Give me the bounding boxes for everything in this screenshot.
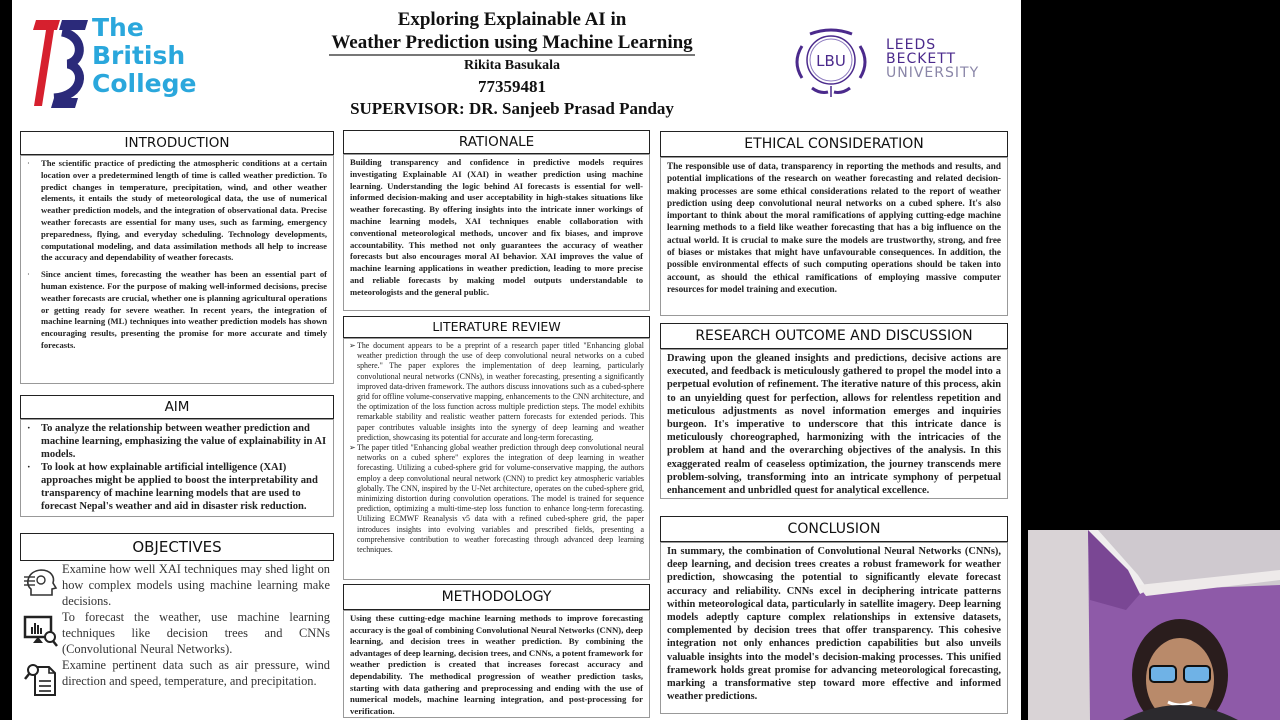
conclusion-heading: CONCLUSION	[660, 516, 1008, 542]
svg-text:LBU: LBU	[816, 52, 846, 70]
rose-emblem-icon	[790, 22, 872, 98]
poster-title-line2: Weather Prediction using Machine Learning	[329, 32, 694, 56]
presenter-video-frame	[1028, 530, 1280, 720]
logo-text-university: UNIVERSITY	[886, 65, 980, 81]
author-name: Rikita Basukala	[463, 58, 561, 73]
objectives-list	[20, 561, 330, 701]
literature-review-body	[343, 338, 650, 580]
introduction-bullet: · The scientific practice of predicting the atmospheric conditions at a certain location over a predetermined length of time is called weather prediction. To predict changes in temperature, precipitation, wind, and other weather elements, it entails the study of meteorological data, the use of numerical weather prediction models, and the integration of observational data. Precise weather forecasts are essential for many uses, such as farming, emergency preparedness, flying, and everyday scheduling. Technology developments, computational modeling, and data assimilation methods all help to increase the accuracy and dependability of weather forecasts.	[27, 158, 327, 263]
document-search-icon	[20, 657, 62, 701]
objective-text: Examine pertinent data such as air pressure, wind direction and speed, temperature, and precipitation.	[62, 658, 330, 688]
literature-review-bullet: ➢ The document appears to be a preprint of a research paper titled "Enhancing global weather prediction through the use of deep convolutional neural networks on a cubed sphere." The paper explores the implementation of deep learning, particularly convolutional neural networks (CNNs), in weather forecasting, presenting a significantly improved data-driven framework. The authors discuss innovations such as a cubed-sphere grid for offline volume-conservative mapping, enhancements to the CNN architecture, and the optimization of the loss function across multiple prediction steps. The model exhibits remarkable stability and realistic weather pattern forecasts for extended periods. This paper contributes valuable insights into the synergy of deep learning and weather prediction, showcasing its potential for accurate and long-term forecasting.	[349, 341, 644, 442]
poster-slide	[12, 0, 1021, 720]
logo-text-british: British	[92, 41, 186, 70]
research-outcome-body: Drawing upon the gleaned insights and predictions, decisive actions are executed, and feedback is meticulously gathered to propel the model into a perpetual evolution of refinement. The iterative nature of this process, akin to an unyielding quest for perfection, allows for relentless repetition and meticulous adjustments as novel information emerges and inquiries burgeon. It's imperative to underscore that this intricate dance is meticulously choreographed, harmonizing with the intricacies of the problem at hand and the overarching objectives of the analysis. In this exaggerated realm of ceaseless optimization, the journey transcends mere problem-solving, transforming into an intricate symphony of perpetual enhancement and unbridled quest for analytical excellence.	[660, 349, 1008, 499]
aim-bullet: · To look at how explainable artificial intelligence (XAI) approaches might be applied to boost the interpretability and transparency of machine learning models that are used to forecast Nepal's weather and aid in disaster risk reduction.	[27, 462, 318, 512]
ethical-consideration-heading: ETHICAL CONSIDERATION	[660, 131, 1008, 157]
ai-head-icon	[20, 561, 62, 605]
introduction-body	[20, 155, 334, 384]
supervisor-name: SUPERVISOR: DR. Sanjeeb Prasad Panday	[350, 99, 674, 118]
introduction-heading: INTRODUCTION	[20, 131, 334, 155]
poster-header	[282, 8, 742, 120]
rationale-heading: RATIONALE	[343, 130, 650, 154]
presenter-webcam	[1028, 530, 1280, 720]
tbc-monogram-icon	[32, 18, 92, 110]
research-outcome-heading: RESEARCH OUTCOME AND DISCUSSION	[660, 323, 1008, 349]
british-college-logo	[32, 12, 232, 112]
objective-text: To forecast the weather, use machine learning techniques like decision trees and CNNs (Convolutional Neural Networks).	[62, 610, 330, 656]
monitor-analytics-icon	[20, 609, 62, 653]
logo-text-beckett: BECKETT	[886, 51, 957, 67]
methodology-heading: METHODOLOGY	[343, 584, 650, 610]
aim-body	[20, 419, 334, 517]
aim-heading: AIM	[20, 395, 334, 419]
literature-review-heading: LITERATURE REVIEW	[343, 316, 650, 338]
objective-item	[20, 609, 330, 657]
introduction-bullet: · Since ancient times, forecasting the weather has been an essential part of human existence. For the purpose of making well-informed decisions, precise weather forecasts are crucial, whether one is planning agricultural operations or getting ready for severe weather. In recent years, the integration of machine learning (ML) techniques into weather prediction models has shown encouraging results, presenting the promise for more accurate and timely forecasts.	[27, 269, 327, 350]
objective-item	[20, 657, 330, 701]
logo-text-college: College	[92, 69, 197, 98]
rationale-body: Building transparency and confidence in predictive models requires investigating Explainable AI (XAI) in weather prediction using machine learning. Understanding the logic behind AI forecasts is essential for well-informed decision-making and user acceptability in high-stakes situations like weather forecasting. By offering insights into the intricate inner workings of machine learning models, XAI techniques enable collaboration with conventional meteorological methods, uncover and fix biases, and improve accountability. This method not only guarantees the accuracy of weather forecasts but also encourages moral AI behavior. XAI improves the value of machine learning applications in weather prediction, leading to more precise and reliable forecasts by making model outputs understandable to meteorologists and the general public.	[343, 154, 650, 311]
leeds-beckett-logo	[790, 22, 1000, 102]
literature-review-bullet: ➢ The paper titled "Enhancing global weather prediction through deep convolutional neural networks on a cubed sphere" explores the integration of deep learning in weather forecasting. Utilizing a cubed-sphere grid for volume-conservative mapping, the authors employ a deep convolutional neural network (CNN) to predict key atmospheric variables globally. The CNN, inspired by the U-Net architecture, operates on the cubed-sphere grid, minimizing distortion during convolution operations. The model is trained for sequence prediction, optimizing a multi-time-step loss function to enhance long-term forecasting. Utilizing ECMWF Reanalysis v5 data with a refined cubed-sphere grid, the paper introduces insights into evolving variables and prescribed fields, presenting a comprehensive contribution to weather forecasting through advanced deep learning techniques.	[349, 443, 644, 555]
logo-text-the: The	[92, 13, 144, 42]
objective-item	[20, 561, 330, 609]
poster-title-line1: Exploring Explainable AI in	[397, 9, 627, 30]
conclusion-body: In summary, the combination of Convolutional Neural Networks (CNNs), deep learning, and decision trees creates a robust framework for weather prediction, showcasing the potential to significantly elevate forecast accuracy and reliability. CNNs excel in deciphering intricate patterns within meteorological data, particularly in satellite imagery. Deep learning models adeptly capture complex relationships in extensive datasets, complemented by decision trees that offer transparency. This cohesive integration not only enhances prediction capabilities but also unveils valuable insights into the model's decision-making processes. This unified framework holds great promise for advancing meteorological forecasting, marking a transformative step toward more effective and informed weather predictions.	[660, 542, 1008, 714]
objectives-heading: OBJECTIVES	[20, 533, 334, 561]
methodology-body: Using these cutting-edge machine learning methods to improve forecasting accuracy is the goal of combining Convolutional Neural Networks (CNN), deep learning, and decision trees in weather prediction. By combining the advantages of deep learning, decision trees, and CNNs, a potent framework for weather prediction is created that increases forecast accuracy and dependability. The methodical progression of weather prediction tasks, starting with data gathering and preprocessing and ending with the use of numerical models, machine learning integration, and post-processing for verification.	[343, 610, 650, 718]
student-id: 77359481	[478, 77, 546, 96]
ethical-consideration-body: The responsible use of data, transparency in reporting the methods and results, and potential implications of the research on weather forecasting and related decision-making processes are some ethical considerations related to the report of weather prediction using deep convolutional neural networks on a cubed sphere. It's also important to think about the moral ramifications of applying cutting-edge machine learning methods to a field like weather forecasting that has a big influence on the actual world. It is crucial to make sure the models are trustworthy, strong, and free of biases or mistakes that might have unfavourable consequences. In addition, the possible environmental effects of such computing operations should be taken into account, as should the ethical ramifications of employing massive computer resources for model training and execution.	[660, 157, 1008, 316]
aim-bullet: · To analyze the relationship between weather prediction and machine learning, emphasizing the value of explainability in AI models.	[27, 423, 327, 460]
logo-text-leeds: LEEDS	[886, 37, 937, 53]
objective-text: Examine how well XAI techniques may shed light on how complex models using machine learning make decisions.	[62, 562, 330, 608]
